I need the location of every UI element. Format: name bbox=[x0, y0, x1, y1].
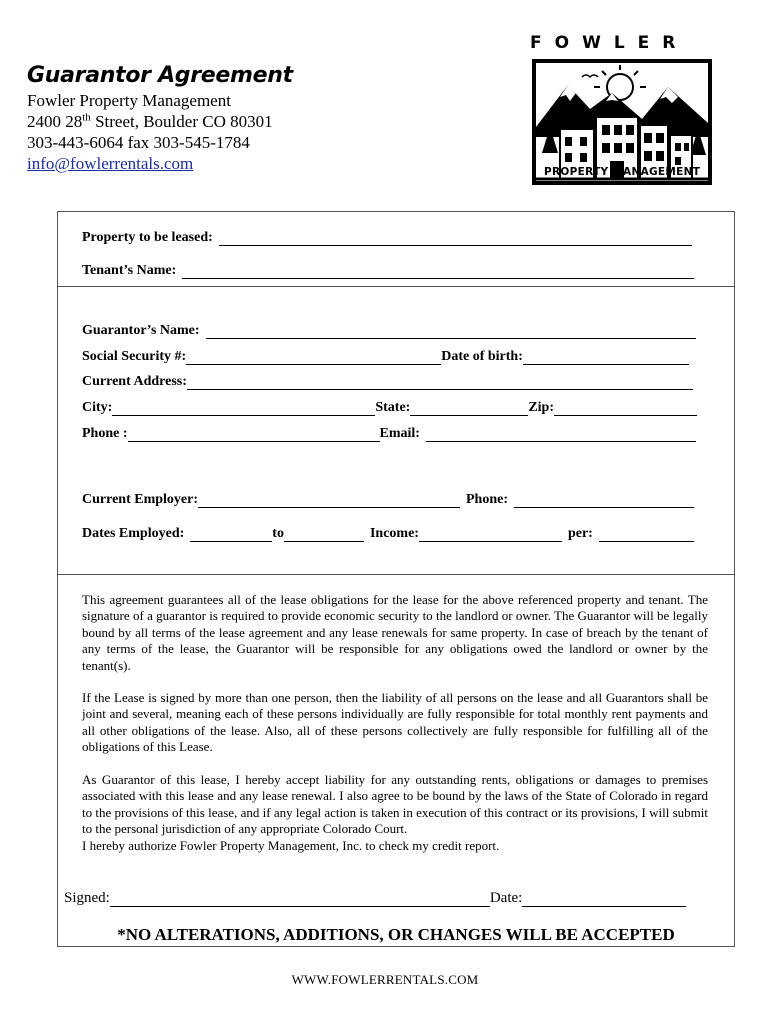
no-alterations-notice: *NO ALTERATIONS, ADDITIONS, OR CHANGES WILL BE ACCEPTED bbox=[117, 925, 675, 944]
income-label: Income: bbox=[369, 526, 419, 541]
state-label: State: bbox=[375, 400, 411, 415]
city-label: City: bbox=[82, 400, 113, 415]
employer-phone-label: Phone: bbox=[466, 492, 508, 507]
city-field[interactable] bbox=[112, 403, 375, 416]
zip-label: Zip: bbox=[528, 400, 555, 415]
address-label: Current Address: bbox=[82, 374, 187, 389]
city-row bbox=[82, 400, 697, 416]
signature-row bbox=[64, 889, 686, 907]
dates-employed-label: Dates Employed: bbox=[82, 526, 185, 541]
ssn-row bbox=[82, 349, 689, 365]
dob-field[interactable] bbox=[523, 352, 689, 365]
state-field[interactable] bbox=[410, 403, 528, 416]
income-period-field[interactable] bbox=[599, 529, 694, 542]
address-field[interactable] bbox=[187, 377, 693, 390]
signature-field[interactable] bbox=[110, 892, 490, 907]
guarantor-name-row bbox=[82, 323, 696, 339]
page-title: Guarantor Agreement bbox=[27, 63, 293, 88]
letterhead bbox=[27, 62, 447, 174]
date-label: Date: bbox=[489, 890, 523, 906]
credit-authorization: I hereby authorize Fowler Property Management, Inc. to check my credit report. bbox=[82, 838, 500, 853]
street-rest: Street, Boulder CO 80301 bbox=[90, 112, 273, 131]
property-label: Property to be leased: bbox=[82, 230, 213, 245]
property-row bbox=[82, 230, 692, 246]
dob-label: Date of birth: bbox=[441, 349, 523, 364]
ssn-label: Social Security #: bbox=[82, 349, 187, 364]
phone-field[interactable] bbox=[128, 429, 380, 442]
section-divider bbox=[58, 286, 734, 287]
employed-to-field[interactable] bbox=[284, 529, 364, 542]
email-field[interactable] bbox=[426, 429, 696, 442]
footer-website: WWW.FOWLERRENTALS.COM bbox=[291, 972, 479, 987]
section-divider bbox=[58, 574, 734, 575]
street-address bbox=[27, 111, 447, 132]
company-name: Fowler Property Management bbox=[27, 91, 231, 110]
guarantor-name-label: Guarantor’s Name: bbox=[82, 323, 200, 338]
employer-row bbox=[82, 492, 694, 508]
logo-wordmark: FOWLER bbox=[530, 33, 689, 53]
guarantor-form bbox=[57, 211, 735, 947]
logo-subtitle: PROPERTY MANAGEMENT bbox=[544, 166, 701, 178]
signature-date-field[interactable] bbox=[522, 892, 686, 907]
phone-label: Phone : bbox=[82, 426, 128, 441]
email-link[interactable]: info@fowlerrentals.com bbox=[27, 154, 194, 173]
signed-label: Signed: bbox=[64, 890, 110, 906]
employment-row bbox=[82, 526, 694, 542]
employer-field[interactable] bbox=[198, 495, 460, 508]
address-row bbox=[82, 374, 693, 390]
employer-phone-field[interactable] bbox=[514, 495, 694, 508]
tenant-name-field[interactable] bbox=[182, 266, 694, 279]
street-suffix: th bbox=[82, 111, 91, 124]
phone-row bbox=[82, 426, 696, 442]
guarantor-name-field[interactable] bbox=[206, 326, 696, 339]
terms-paragraph: If the Lease is signed by more than one person, then the liability of all persons on the lease and all Guarantors shall be joint and several, meaning each of these persons individually are fully responsible for total monthly rent payments and all other obligations of the lease. Also, all of these persons collectively are fully responsible for fulfilling all of the obligations of this Lease. bbox=[82, 690, 708, 755]
street-number: 2400 28 bbox=[27, 112, 83, 131]
terms-paragraph: This agreement guarantees all of the lease obligations for the lease for the above referenced property and tenant. The signature of a guarantor is required to provide economic security to the landlord or owner. The Guarantor will be legally bound by all terms of the lease agreement and any lease renewals for same property. In case of breach by the tenant of any terms of the lease, the Guarantor will be responsible for any obligations owed the landlord or owner by the tenant(s). bbox=[82, 592, 708, 673]
email-label: Email: bbox=[379, 426, 420, 441]
phone-fax: 303-443-6064 fax 303-545-1784 bbox=[27, 133, 250, 152]
per-label: per: bbox=[567, 526, 593, 541]
fowler-logo bbox=[530, 33, 720, 183]
employer-label: Current Employer: bbox=[82, 492, 198, 507]
to-label: to bbox=[272, 526, 284, 541]
zip-field[interactable] bbox=[554, 403, 697, 416]
employed-from-field[interactable] bbox=[190, 529, 272, 542]
property-field[interactable] bbox=[219, 233, 692, 246]
terms-paragraph: As Guarantor of this lease, I hereby accept liability for any outstanding rents, obligations or damages to premises associated with this lease and any lease renewal. I also agree to be bound by the laws of the State of Colorado in regard to the provisions of this lease, and if any legal action is taken in execution of this contract or its provisions, I will submit to the personal jurisdiction of any appropriate Colorado Court. bbox=[82, 772, 708, 837]
ssn-field[interactable] bbox=[186, 352, 441, 365]
tenant-label: Tenant’s Name: bbox=[82, 263, 177, 278]
income-field[interactable] bbox=[419, 529, 562, 542]
tenant-row bbox=[82, 263, 694, 279]
